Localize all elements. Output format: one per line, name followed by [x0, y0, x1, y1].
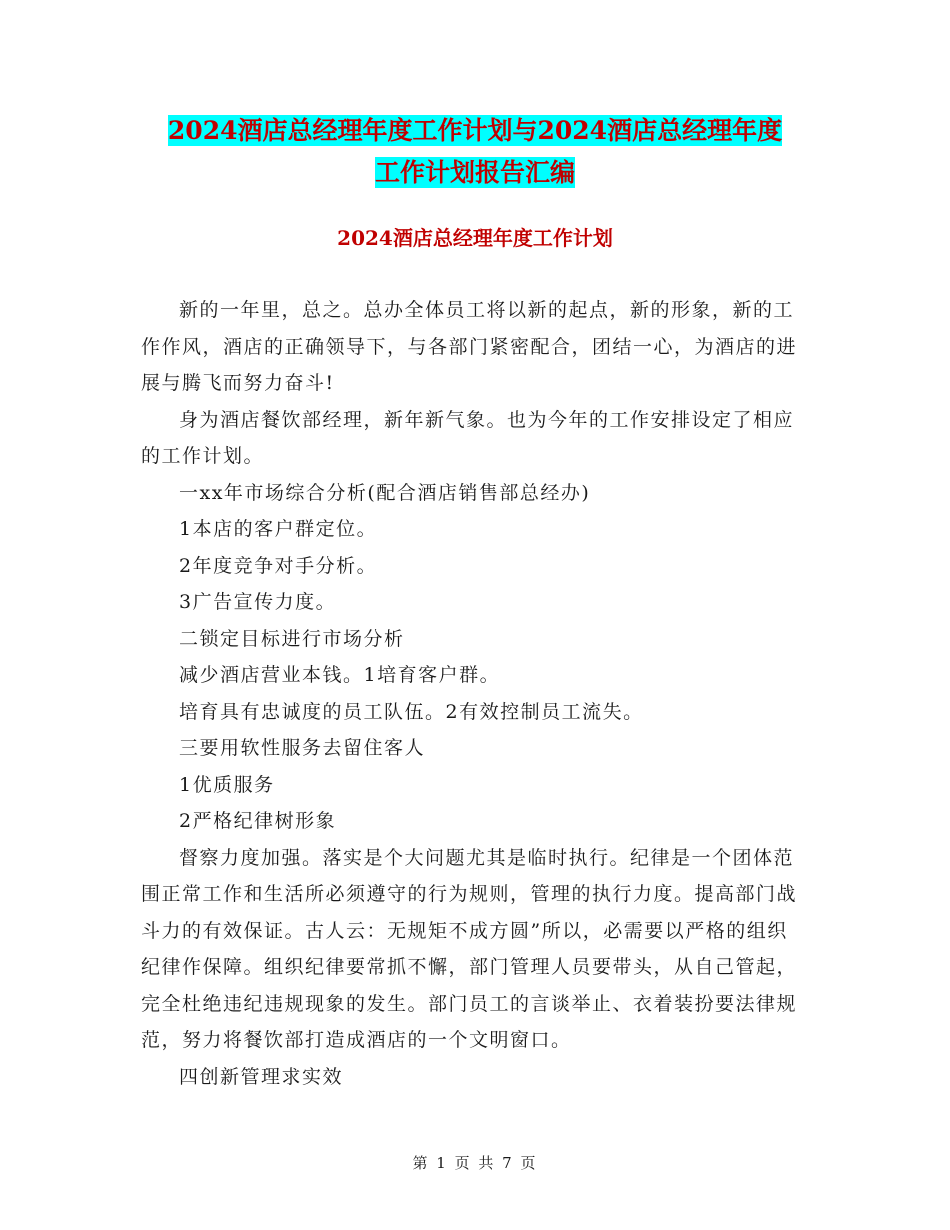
paragraph: 督察力度加强。落实是个大问题尤其是临时执行。纪律是一个团体范围正常工作和生活所必须遵守的行为规则，管理的执行力度。提高部门战斗力的有效保证。古人云：无规矩不成方圆”所以，必需要以严格的组织纪律作保障。组织纪律要常抓不懈，部门管理人员要带头，从自己管起，完全杜绝违纪违规现象的发生。部门员工的言谈举止、衣着装扮要法律规范，努力将餐饮部打造成酒店的一个文明窗口。: [141, 846, 798, 1051]
paragraph: 三要用软性服务去留住客人: [179, 737, 426, 759]
paragraph: 一xx年市场综合分析(配合酒店销售部总经办): [179, 481, 591, 504]
document-title-line-2: [0, 152, 950, 194]
paragraph: 1优质服务: [179, 773, 275, 796]
paragraph: 二锁定目标进行市场分析: [179, 627, 405, 650]
title-highlight-2: 工作计划报告汇编: [374, 158, 575, 187]
document-title: [0, 110, 950, 194]
page-number-footer: 第 1 页 共 7 页: [412, 1154, 538, 1172]
section-title: 2024酒店总经理年度工作计划: [337, 226, 613, 250]
document-title-line-1: [0, 110, 950, 152]
paragraph: 四创新管理求实效: [179, 1065, 344, 1088]
paragraph: 新的一年里，总之。总办全体员工将以新的起点，新的形象，新的工作作风，酒店的正确领导下，与各部门紧密配合，团结一心，为酒店的进展与腾飞而努力奋斗!: [141, 299, 798, 394]
paragraph: 1本店的客户群定位。: [179, 518, 378, 540]
title-highlight-1: 2024酒店总经理年度工作计划与2024酒店总经理年度: [167, 116, 783, 145]
document-body: [141, 292, 807, 1095]
paragraph: 身为酒店餐饮部经理，新年新气象。也为今年的工作安排设定了相应的工作计划。: [141, 408, 795, 467]
paragraph: 减少酒店营业本钱。1培育客户群。: [179, 664, 501, 686]
paragraph: 2严格纪律树形象: [179, 810, 337, 832]
paragraph: 2年度竞争对手分析。: [179, 554, 378, 577]
paragraph: 培育具有忠诚度的员工队伍。2有效控制员工流失。: [179, 700, 644, 723]
paragraph: 3广告宣传力度。: [179, 591, 337, 613]
